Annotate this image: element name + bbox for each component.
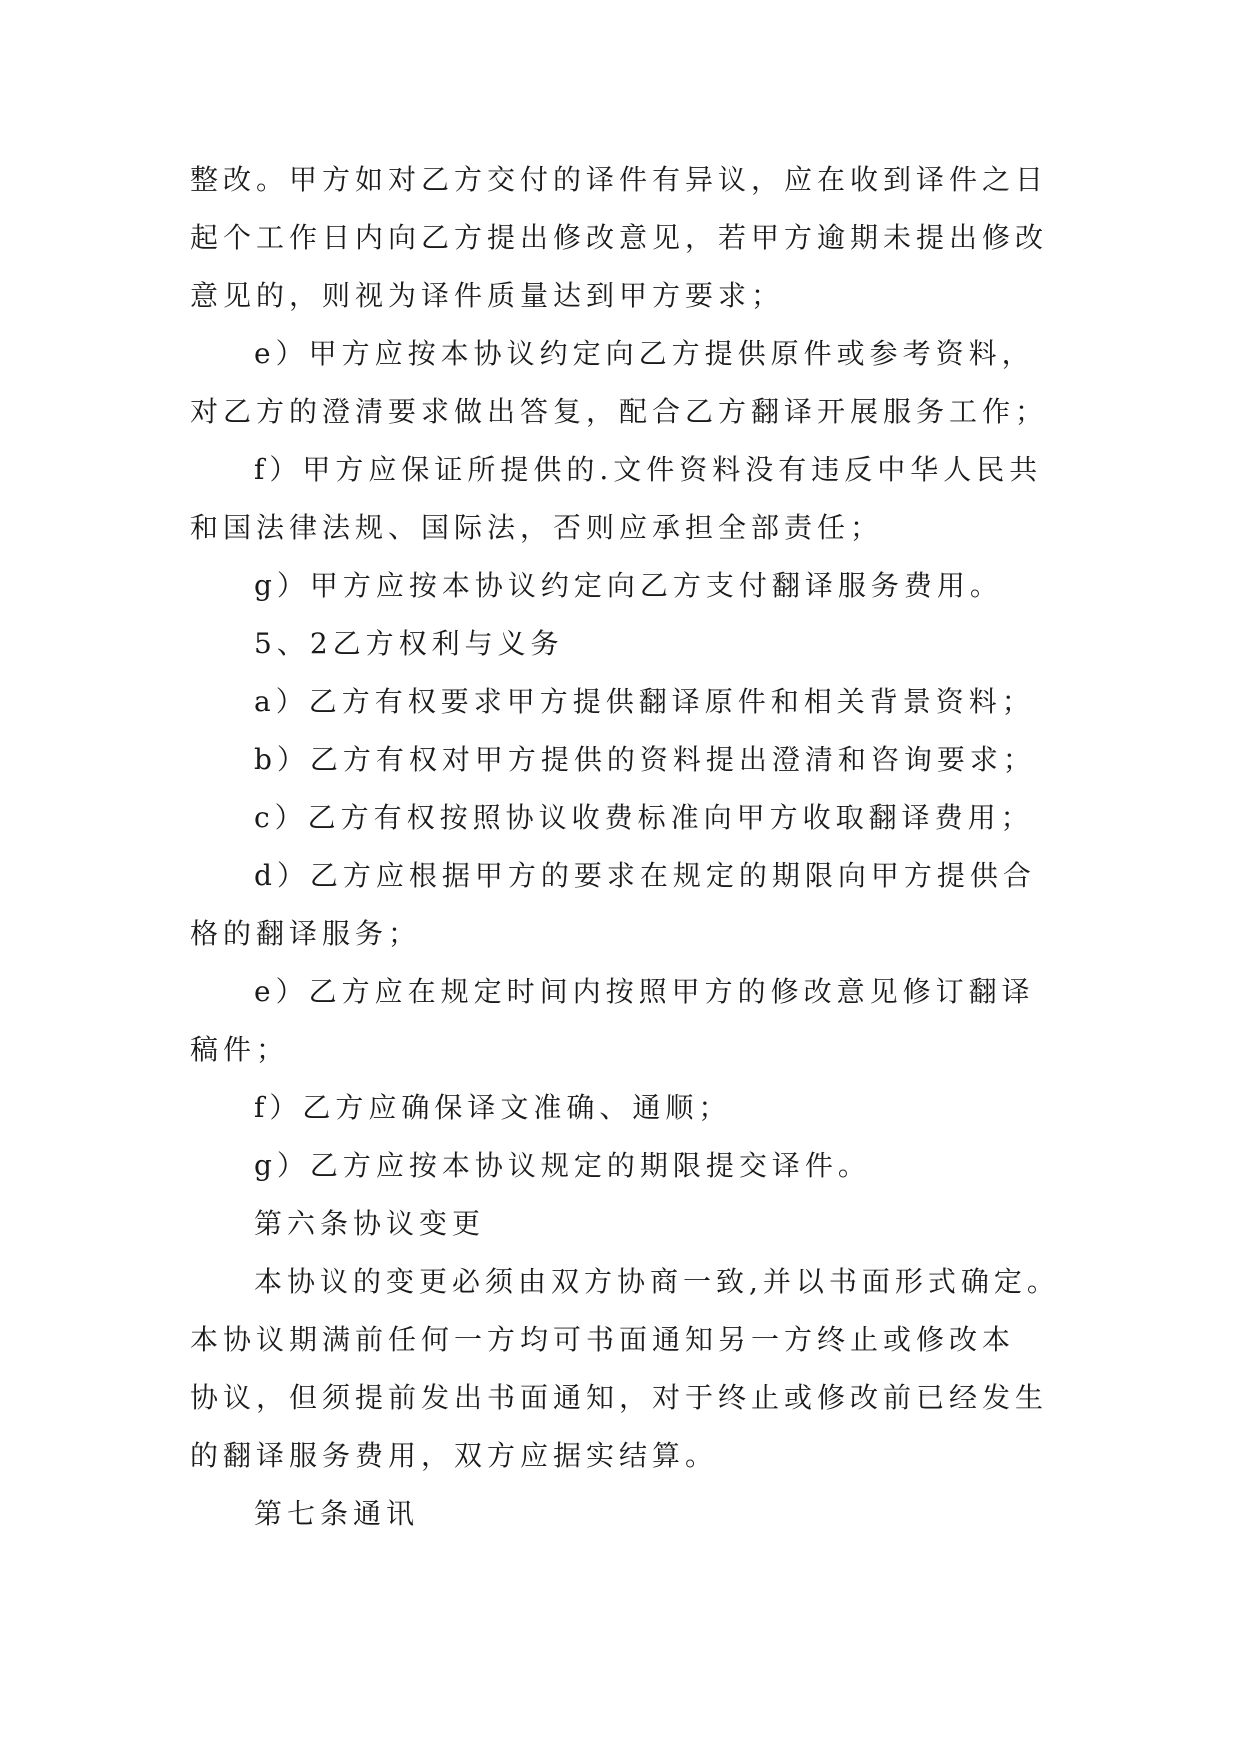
paragraph-line: 稿件； [190,1033,290,1066]
paragraph-line: 本协议期满前任何一方均可书面通知另一方终止或修改本 [190,1323,1016,1356]
paragraph-line: 对乙方的澄清要求做出答复，配合乙方翻译开展服务工作； [190,395,1049,428]
paragraph-line: 格的翻译服务； [190,917,422,950]
article-heading: 第六条协议变更 [254,1207,486,1240]
paragraph-line: c）乙方有权按照协议收费标准向甲方收取翻译费用； [254,801,1034,834]
paragraph-line: 起个工作日内向乙方提出修改意见，若甲方逾期未提出修改 [190,221,1049,254]
paragraph-line: a）乙方有权要求甲方提供翻译原件和相关背景资料； [254,685,1035,718]
paragraph-line: 整改。甲方如对乙方交付的译件有异议，应在收到译件之日 [190,163,1049,196]
paragraph-line: b）乙方有权对甲方提供的资料提出澄清和咨询要求； [254,743,1036,776]
paragraph-line: 和国法律法规、国际法，否则应承担全部责任； [190,511,884,544]
paragraph-line: g）乙方应按本协议规定的期限提交译件。 [254,1149,871,1182]
paragraph-line: d）乙方应根据甲方的要求在规定的期限向甲方提供合 [254,859,1036,892]
paragraph-line: e）甲方应按本协议约定向乙方提供原件或参考资料， [254,337,1035,370]
paragraph-line: 协议，但须提前发出书面通知，对于终止或修改前已经发生 [190,1381,1049,1414]
paragraph-line: g）甲方应按本协议约定向乙方支付翻译服务费用。 [254,569,1003,602]
paragraph-line: 本协议的变更必须由双方协商一致,并以书面形式确定。 [254,1265,1060,1298]
section-heading: 5、2乙方权利与义务 [254,627,564,660]
paragraph-line: f）乙方应确保译文准确、通顺； [254,1091,732,1124]
paragraph-line: e）乙方应在规定时间内按照甲方的修改意见修订翻译 [254,975,1035,1008]
paragraph-line: f）甲方应保证所提供的.文件资料没有违反中华人民共 [254,453,1043,486]
paragraph-line: 意见的，则视为译件质量达到甲方要求； [190,279,785,312]
paragraph-line: 的翻译服务费用，双方应据实结算。 [190,1439,719,1472]
article-heading: 第七条通讯 [254,1497,420,1530]
